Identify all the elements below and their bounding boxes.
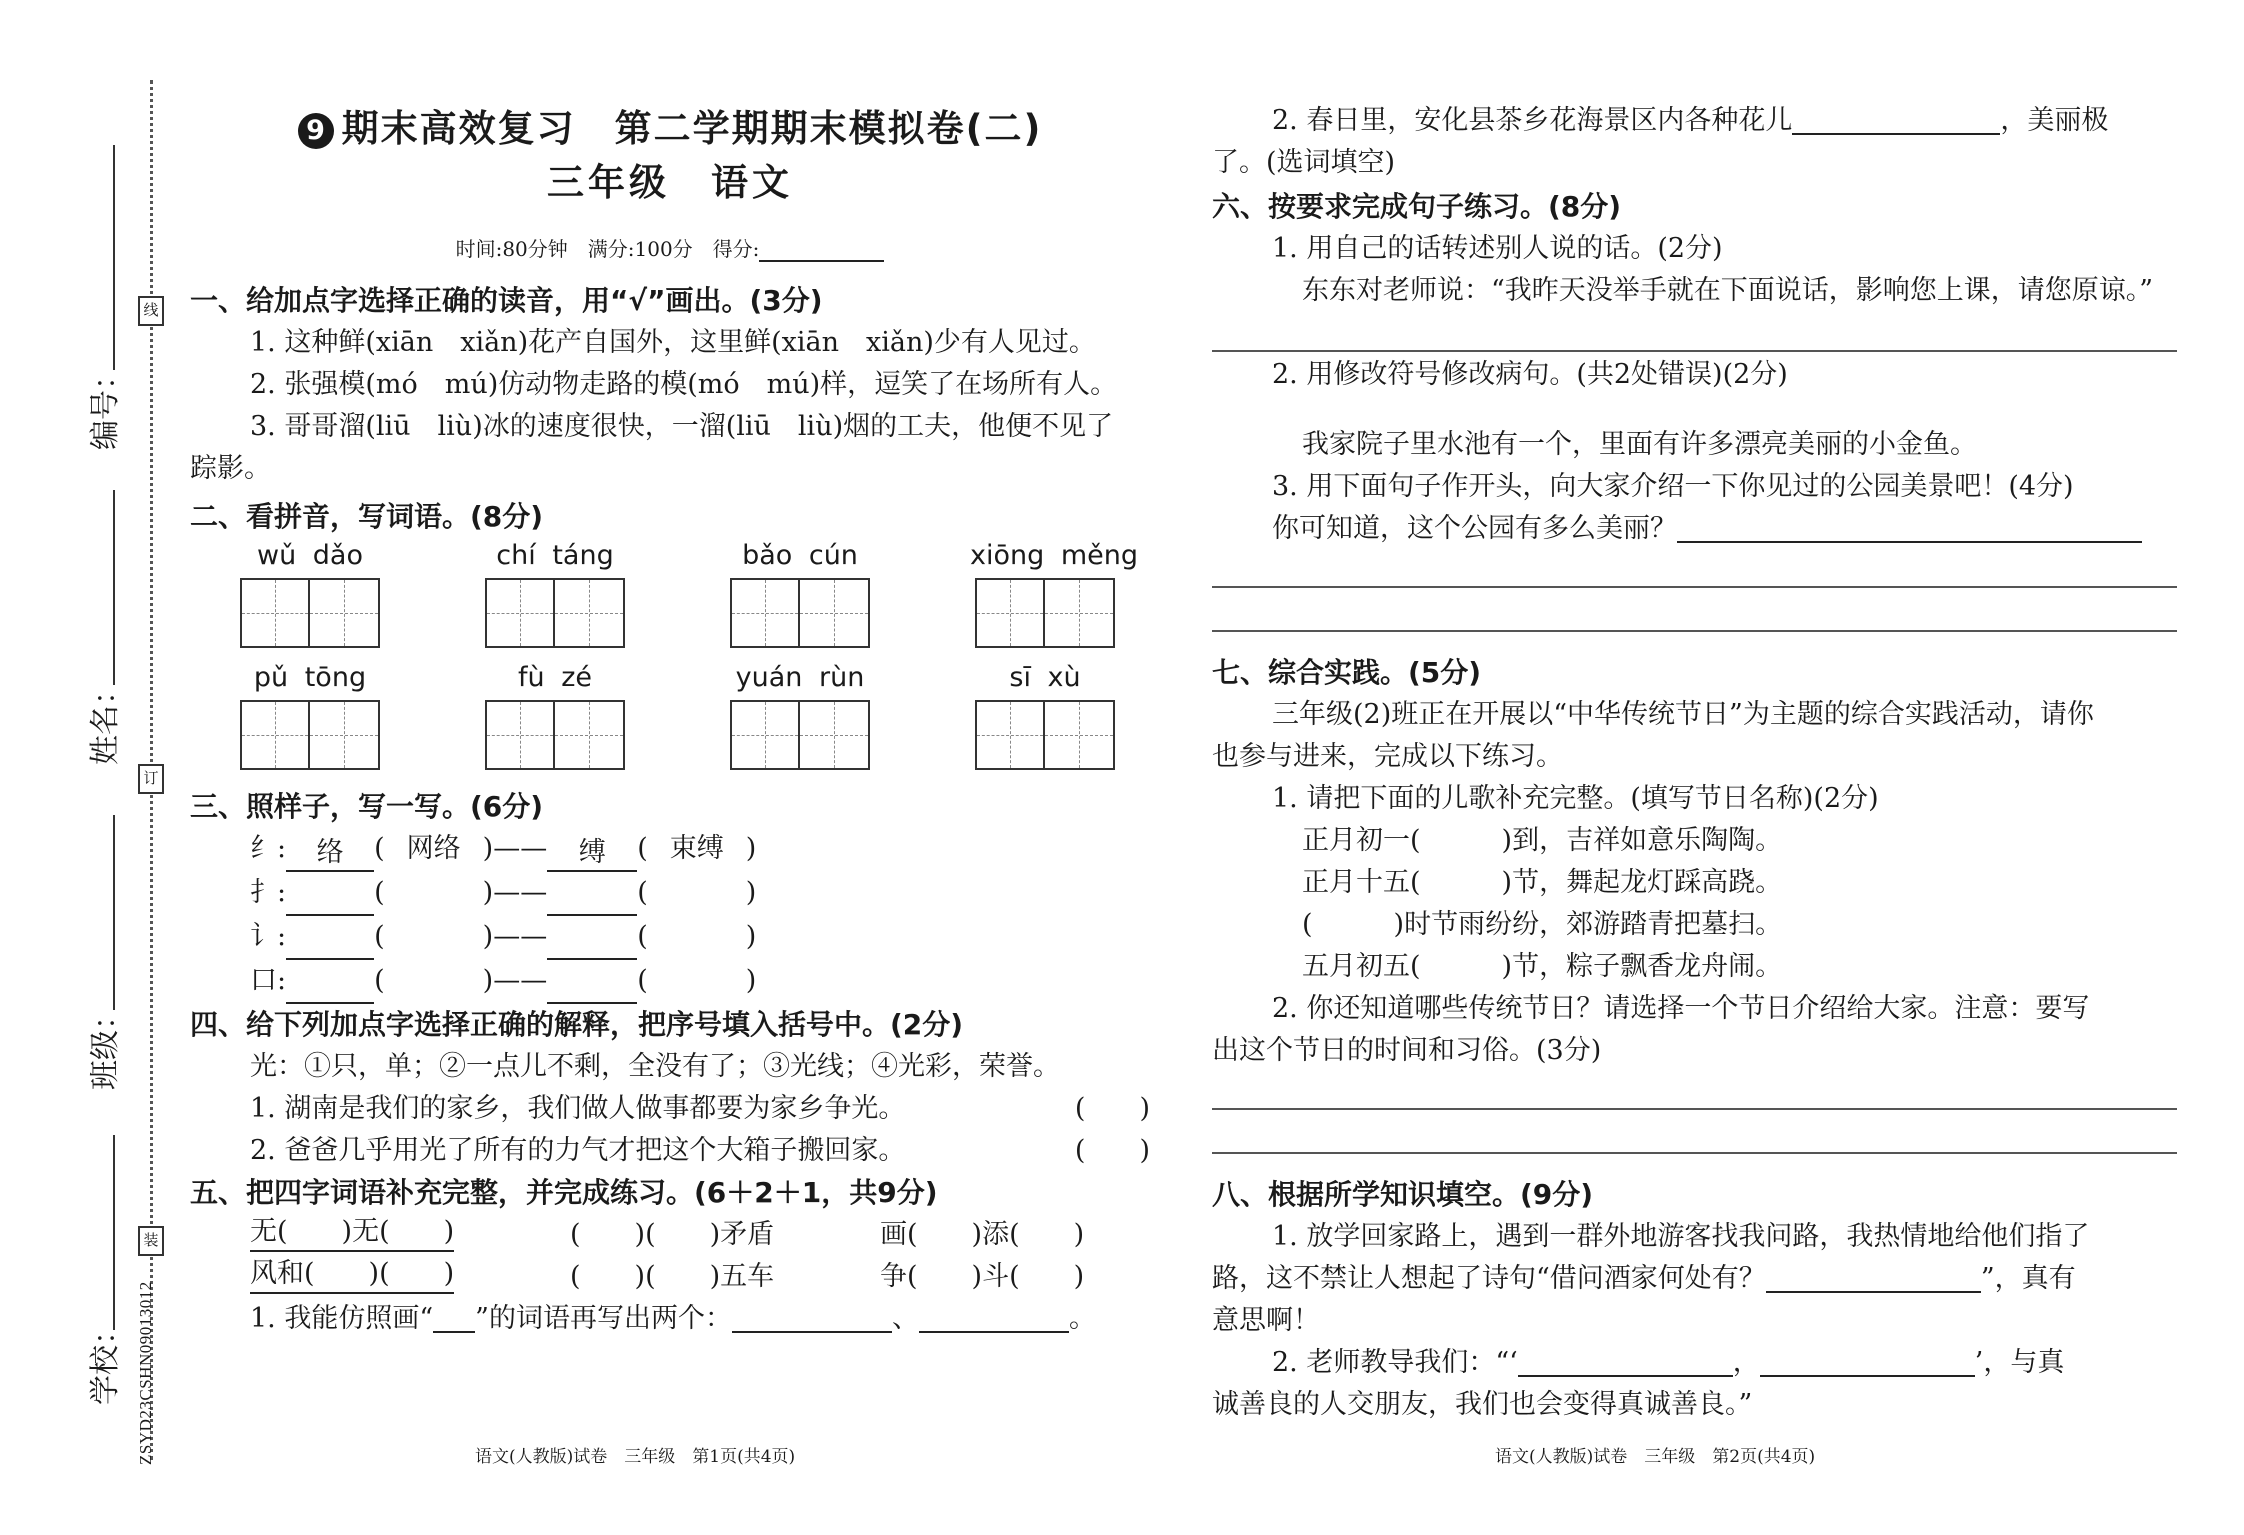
- paren-close: ): [745, 965, 757, 996]
- paren-close: ): [745, 921, 757, 952]
- section-7-title: 七、综合实践。(5分): [1212, 656, 1482, 689]
- s7-line-3: ( )时节雨纷纷，郊游踏青把墓扫。: [1302, 909, 1783, 940]
- tianzige-cell[interactable]: [555, 700, 625, 770]
- idiom-2[interactable]: ( )( )矛盾: [570, 1219, 775, 1250]
- s8-q1d: 意思啊！: [1212, 1305, 1320, 1336]
- binding-strip: [0, 0, 165, 1535]
- pinyin-row-2: [190, 660, 1150, 782]
- pinyin-text: fù zé: [518, 662, 592, 693]
- s6-q2: 2. 用修改符号修改病句。(共2处错误)(2分): [1272, 359, 1788, 390]
- idiom-4[interactable]: 风和( )( ): [250, 1256, 454, 1294]
- s1-q1: 1. 这种鲜(xiān xiǎn)花产自国外，这里鲜(xiān xiǎn)少有人见过。: [250, 327, 1096, 358]
- paren-open: (: [637, 833, 648, 864]
- word-answer[interactable]: [648, 916, 746, 958]
- char-blank[interactable]: 缚: [547, 836, 637, 872]
- radical-label: 扌:: [250, 877, 287, 908]
- char-blank[interactable]: [547, 924, 637, 960]
- s4-definition: 光：①只，单；②一点儿不剩，全没有了；③光线；④光彩，荣誉。: [250, 1051, 1060, 1082]
- s6-q3-text: 你可知道，这个公园有多么美丽？: [1272, 513, 1677, 544]
- pinyin-text: sī xù: [1009, 662, 1081, 693]
- paren-open: (: [374, 921, 385, 952]
- pinyin-item[interactable]: [235, 660, 385, 770]
- s5-q1: [190, 1298, 1150, 1340]
- s8-q2-a: 2. 老师教导我们：“‘: [1272, 1347, 1518, 1378]
- section-1-title: 一、给加点字选择正确的读音，用“√”画出。(3分): [190, 284, 823, 317]
- s5-q2: [1212, 100, 2177, 142]
- idiom-3[interactable]: 画( )添( ): [880, 1219, 1085, 1250]
- tianzige-cell[interactable]: [800, 578, 870, 648]
- number-nine-badge-icon: 9: [298, 113, 334, 149]
- s7-q2b: 出这个节日的时间和习俗。(3分): [1212, 1035, 1602, 1066]
- s5-q2-blank[interactable]: [1792, 133, 2000, 135]
- page-title: [190, 105, 1150, 153]
- pinyin-text: pǔ tōng: [253, 662, 367, 693]
- paren-close: ): [482, 833, 494, 864]
- pinyin-item[interactable]: [480, 660, 630, 770]
- s6-q1: 1. 用自己的话转述别人说的话。(2分): [1272, 233, 1723, 264]
- tianzige-cell[interactable]: [240, 700, 310, 770]
- school-line[interactable]: [113, 1135, 115, 1330]
- dash: ——: [493, 965, 548, 996]
- word-answer[interactable]: [385, 916, 483, 958]
- tianzige-cell[interactable]: [485, 578, 555, 648]
- s4-q1: [190, 1088, 1150, 1130]
- exam-meta: [190, 233, 1150, 262]
- s4-q2-answer[interactable]: ( ): [1074, 1135, 1150, 1166]
- s8-q2d: 诚善良的人交朋友，我们也会变得真诚善良。”: [1212, 1389, 1753, 1420]
- section-8-title: 八、根据所学知识填空。(9分): [1212, 1178, 1594, 1211]
- paren-close: ): [745, 877, 757, 908]
- s6-q3-line: [1212, 508, 2177, 550]
- s5-q1-c: 、: [891, 1303, 919, 1334]
- meta-text: 时间:80分钟 满分:100分 得分:: [455, 237, 760, 261]
- radical-label: 讠:: [250, 921, 287, 952]
- s5-q1-mark-blank: [433, 1331, 475, 1333]
- char-blank[interactable]: [286, 880, 374, 916]
- radical-label: 口:: [250, 965, 287, 996]
- s4-q1-answer[interactable]: ( ): [1074, 1093, 1150, 1124]
- paren-open: (: [637, 965, 648, 996]
- class-line[interactable]: [113, 815, 115, 1010]
- tianzige-cell[interactable]: [310, 578, 380, 648]
- answer-line[interactable]: [1212, 586, 2177, 588]
- s5-q2-a: 2. 春日里，安化县茶乡花海景区内各种花儿: [1272, 105, 1793, 136]
- s1-q3a: 3. 哥哥溜(liū liù)冰的速度很快，一溜(liū liù)烟的工夫，他便不见了: [250, 411, 1114, 442]
- section-6-title: 六、按要求完成句子练习。(8分): [1212, 190, 1622, 223]
- dash: ——: [493, 833, 548, 864]
- s7-q1: 1. 请把下面的儿歌补充完整。(填写节日名称)(2分): [1272, 783, 1879, 814]
- paren-close: ): [745, 833, 757, 864]
- s7-intro-2: 也参与进来，完成以下练习。: [1212, 741, 1563, 772]
- title-text: 期末高效复习 第二学期期末模拟卷(二): [341, 107, 1043, 150]
- s8-q1-blank[interactable]: [1766, 1291, 1981, 1293]
- page-subtitle: 三年级 语文: [547, 161, 793, 204]
- school-label: 学校：: [88, 1315, 123, 1405]
- s3-row: [190, 872, 1150, 916]
- answer-line[interactable]: [1212, 1152, 2177, 1154]
- pinyin-text: yuán rùn: [735, 662, 865, 693]
- paren-open: (: [637, 877, 648, 908]
- id-label: 编号：: [88, 360, 123, 450]
- s5-q1-a: 1. 我能仿照画“: [250, 1303, 434, 1334]
- pinyin-item[interactable]: [235, 538, 385, 648]
- s8-q1-line: [1212, 1258, 2177, 1300]
- dash: ——: [493, 877, 548, 908]
- s3-row: [190, 960, 1150, 1004]
- pinyin-item[interactable]: [725, 538, 875, 648]
- s4-q1-text: 1. 湖南是我们的家乡，我们做人做事都要为家乡争光。: [250, 1093, 906, 1124]
- word-answer[interactable]: 束缚: [669, 833, 724, 864]
- s7-line-2: 正月十五( )节，舞起龙灯踩高跷。: [1302, 867, 1783, 898]
- s8-q2-b: ，: [1732, 1347, 1760, 1378]
- s8-q1a: 1. 放学回家路上，遇到一群外地游客找我问路，我热情地给他们指了: [1272, 1221, 2090, 1252]
- paren-open: (: [374, 965, 385, 996]
- s7-line-1: 正月初一( )到，吉祥如意乐陶陶。: [1302, 825, 1783, 856]
- word-answer[interactable]: [385, 872, 483, 914]
- char-blank[interactable]: [286, 924, 374, 960]
- s8-q2-blank-1[interactable]: [1518, 1375, 1733, 1377]
- tianzige-cell[interactable]: [975, 700, 1045, 770]
- dash: ——: [493, 921, 548, 952]
- tianzige-cell[interactable]: [555, 578, 625, 648]
- s8-q2-c: ’，与真: [1974, 1347, 2065, 1378]
- tianzige-cell[interactable]: [975, 578, 1045, 648]
- s6-q3: 3. 用下面句子作开头，向大家介绍一下你见过的公园美景吧！(4分): [1272, 471, 2074, 502]
- char-blank[interactable]: [547, 968, 637, 1004]
- tianzige-cell[interactable]: [485, 700, 555, 770]
- page-left: [190, 105, 1150, 1340]
- s7-q2a: 2. 你还知道哪些传统节日？请选择一个节日介绍给大家。注意：要写: [1272, 993, 2090, 1024]
- footer-left: 语文(人教版)试卷 三年级 第1页(共4页): [475, 1447, 796, 1467]
- section-4-title: 四、给下列加点字选择正确的解释，把序号填入括号中。(2分): [190, 1008, 964, 1041]
- paren-open: (: [637, 921, 648, 952]
- tianzige-cell[interactable]: [240, 578, 310, 648]
- s7-intro-1: 三年级(2)班正在开展以“中华传统节日”为主题的综合实践活动，请你: [1272, 699, 2094, 730]
- section-5-title: 五、把四字词语补充完整，并完成练习。(6＋2＋1，共9分): [190, 1176, 938, 1209]
- s5-q1-blank-2[interactable]: [919, 1331, 1069, 1333]
- s3-row: [190, 828, 1150, 872]
- tianzige-cell[interactable]: [1045, 578, 1115, 648]
- answer-line[interactable]: [1212, 630, 2177, 632]
- s3-row: [190, 916, 1150, 960]
- tianzige-cell[interactable]: [730, 578, 800, 648]
- s8-q2-line: [1212, 1342, 2177, 1384]
- tianzige-cell[interactable]: [800, 700, 870, 770]
- idiom-5[interactable]: ( )( )五车: [570, 1261, 775, 1292]
- pinyin-row-1: [190, 538, 1150, 660]
- section-3-title: 三、照样子，写一写。(6分): [190, 790, 544, 823]
- s4-q2: [190, 1130, 1150, 1172]
- pinyin-item[interactable]: [725, 660, 875, 770]
- paren-close: ): [482, 921, 494, 952]
- paren-open: (: [374, 833, 385, 864]
- word-answer[interactable]: 网络: [406, 833, 461, 864]
- s5-row-1: [190, 1214, 1150, 1256]
- pinyin-item[interactable]: [480, 538, 630, 648]
- s5-q1-d: 。: [1068, 1303, 1096, 1334]
- s5-q2-b: ，美丽极: [2000, 105, 2109, 136]
- s6-q2-text: 我家院子里水池有一个，里面有许多漂亮美丽的小金鱼。: [1302, 429, 1977, 460]
- s8-q1-b: 路，这不禁让人想起了诗句“借问酒家何处有？: [1212, 1263, 1766, 1294]
- exam-code: ZSYD23CSHN09013012: [136, 1281, 155, 1465]
- s5-row-2: [190, 1256, 1150, 1298]
- s1-q3b: 踪影。: [190, 453, 271, 484]
- word-answer[interactable]: [648, 872, 746, 914]
- radical-label: 纟:: [250, 833, 287, 864]
- tianzige-cell[interactable]: [730, 700, 800, 770]
- s8-q1-c: ”，真有: [1980, 1263, 2076, 1294]
- paren-open: (: [374, 877, 385, 908]
- s4-q2-text: 2. 爸爸几乎用光了所有的力气才把这个大箱子搬回家。: [250, 1135, 906, 1166]
- page-right: [1212, 100, 2177, 1426]
- idiom-1[interactable]: 无( )无( ): [250, 1214, 454, 1252]
- pinyin-text: chí táng: [496, 540, 614, 571]
- score-blank[interactable]: [759, 260, 884, 262]
- tianzige-cell[interactable]: [1045, 700, 1115, 770]
- pinyin-text: bǎo cún: [742, 540, 858, 571]
- class-label: 班级：: [88, 1000, 123, 1090]
- idiom-6[interactable]: 争( )斗( ): [880, 1261, 1085, 1292]
- word-answer[interactable]: [385, 960, 483, 1002]
- tianzige-cell[interactable]: [310, 700, 380, 770]
- char-blank[interactable]: [286, 968, 374, 1004]
- name-line[interactable]: [113, 490, 115, 685]
- s8-q2-blank-2[interactable]: [1760, 1375, 1975, 1377]
- section-2-title: 二、看拼音，写词语。(8分): [190, 500, 544, 533]
- binding-mark-ding: 订: [138, 764, 164, 794]
- answer-line[interactable]: [1212, 1108, 2177, 1110]
- s5-q2-c: 了。(选词填空): [1212, 147, 1396, 178]
- pinyin-text: xiōng měng: [970, 540, 1138, 571]
- s3-rows: [190, 828, 1150, 1004]
- s6-q3-blank[interactable]: [1677, 541, 2142, 543]
- paren-close: ): [482, 965, 494, 996]
- char-blank[interactable]: [547, 880, 637, 916]
- pinyin-item[interactable]: [970, 660, 1120, 770]
- s7-line-4: 五月初五( )节，粽子飘香龙舟闹。: [1302, 951, 1783, 982]
- pinyin-text: wǔ dǎo: [257, 540, 363, 571]
- s1-q2: 2. 张强模(mó mú)仿动物走路的模(mó mú)样，逗笑了在场所有人。: [250, 369, 1118, 400]
- binding-mark-zhuang: 装: [138, 1226, 164, 1256]
- id-line[interactable]: [113, 145, 115, 370]
- char-blank[interactable]: 络: [286, 836, 374, 872]
- pinyin-item[interactable]: [970, 538, 1138, 648]
- name-label: 姓名：: [88, 675, 123, 765]
- answer-line[interactable]: [1212, 350, 2177, 352]
- footer-right: 语文(人教版)试卷 三年级 第2页(共4页): [1495, 1447, 1816, 1467]
- s5-q1-blank-1[interactable]: [732, 1331, 892, 1333]
- s6-q1-text: 东东对老师说：“我昨天没举手就在下面说话，影响您上课，请您原谅。”: [1302, 275, 2154, 306]
- s5-q1-b: ”的词语再写出两个：: [475, 1303, 732, 1334]
- word-answer[interactable]: [648, 960, 746, 1002]
- paren-close: ): [482, 877, 494, 908]
- binding-mark-xian: 线: [138, 296, 164, 326]
